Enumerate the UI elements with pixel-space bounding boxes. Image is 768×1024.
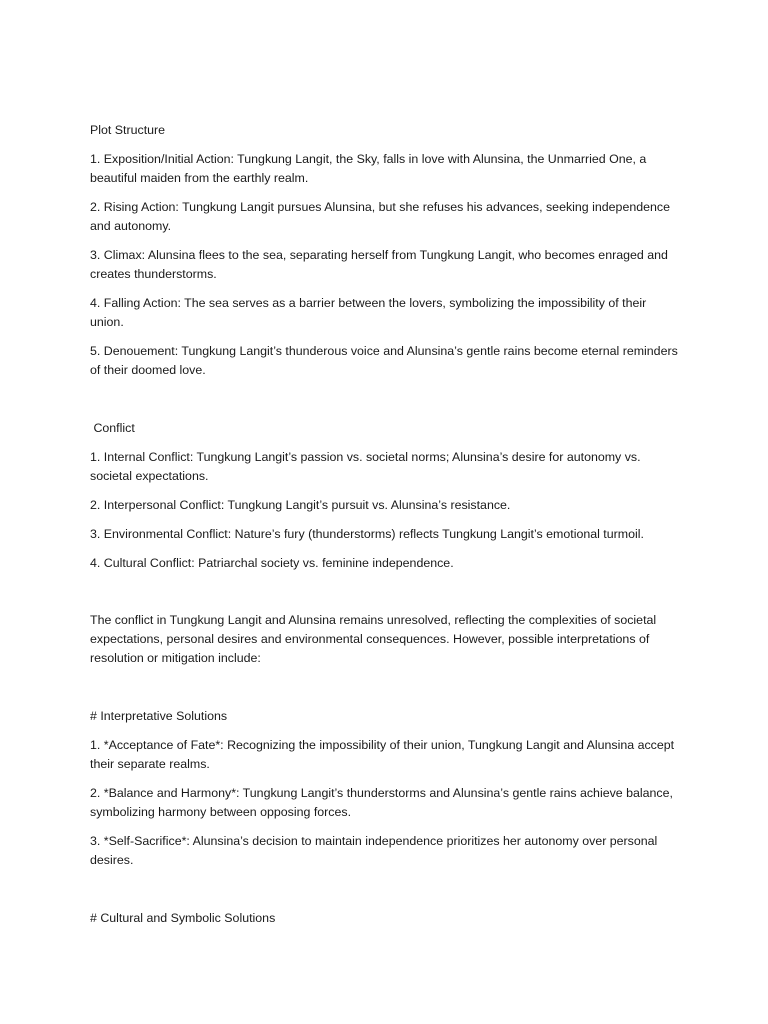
solution-item-balance: 2. *Balance and Harmony*: Tungkung Langit’s thunderstorms and Alunsina’s gentle rains achieve balance, symbolizing harmony between opposing forces.	[90, 786, 673, 819]
conflict-heading: Conflict	[90, 421, 135, 435]
conflict-item-cultural: 4. Cultural Conflict: Patriarchal society vs. feminine independence.	[90, 556, 454, 570]
plot-item-rising-action: 2. Rising Action: Tungkung Langit pursues Alunsina, but she refuses his advances, seeking independence and autonomy.	[90, 200, 670, 233]
solution-item-acceptance: 1. *Acceptance of Fate*: Recognizing the impossibility of their union, Tungkung Langit and Alunsina accept their separate realms.	[90, 738, 675, 771]
plot-item-denouement: 5. Denouement: Tungkung Langit’s thunderous voice and Alunsina’s gentle rains become eternal reminders of their doomed love.	[90, 344, 678, 377]
cultural-solutions-heading: # Cultural and Symbolic Solutions	[90, 911, 276, 925]
conflict-item-internal: 1. Internal Conflict: Tungkung Langit’s passion vs. societal norms; Alunsina’s desire for autonomy vs. societal expectations.	[90, 450, 641, 483]
plot-item-climax: 3. Climax: Alunsina flees to the sea, separating herself from Tungkung Langit, who becomes enraged and creates thunderstorms.	[90, 248, 668, 281]
plot-item-falling-action: 4. Falling Action: The sea serves as a barrier between the lovers, symbolizing the impossibility of their union.	[90, 296, 647, 329]
plot-item-exposition: 1. Exposition/Initial Action: Tungkung Langit, the Sky, falls in love with Alunsina, the Unmarried One, a beautiful maiden from the earthly realm.	[90, 152, 647, 185]
solution-item-self-sacrifice: 3. *Self-Sacrifice*: Alunsina’s decision to maintain independence prioritizes her autonomy over personal desires.	[90, 834, 658, 867]
plot-structure-heading: Plot Structure	[90, 123, 166, 137]
interpretative-solutions-heading: # Interpretative Solutions	[90, 709, 228, 723]
conflict-item-interpersonal: 2. Interpersonal Conflict: Tungkung Langit’s pursuit vs. Alunsina’s resistance.	[90, 498, 511, 512]
conflict-item-environmental: 3. Environmental Conflict: Nature’s fury (thunderstorms) reflects Tungkung Langit’s emotional turmoil.	[90, 527, 644, 541]
resolution-paragraph: The conflict in Tungkung Langit and Alunsina remains unresolved, reflecting the complexities of societal expectations, personal desires and environmental consequences. However, possible interpretations of resolution or mitigation include:	[90, 613, 657, 665]
